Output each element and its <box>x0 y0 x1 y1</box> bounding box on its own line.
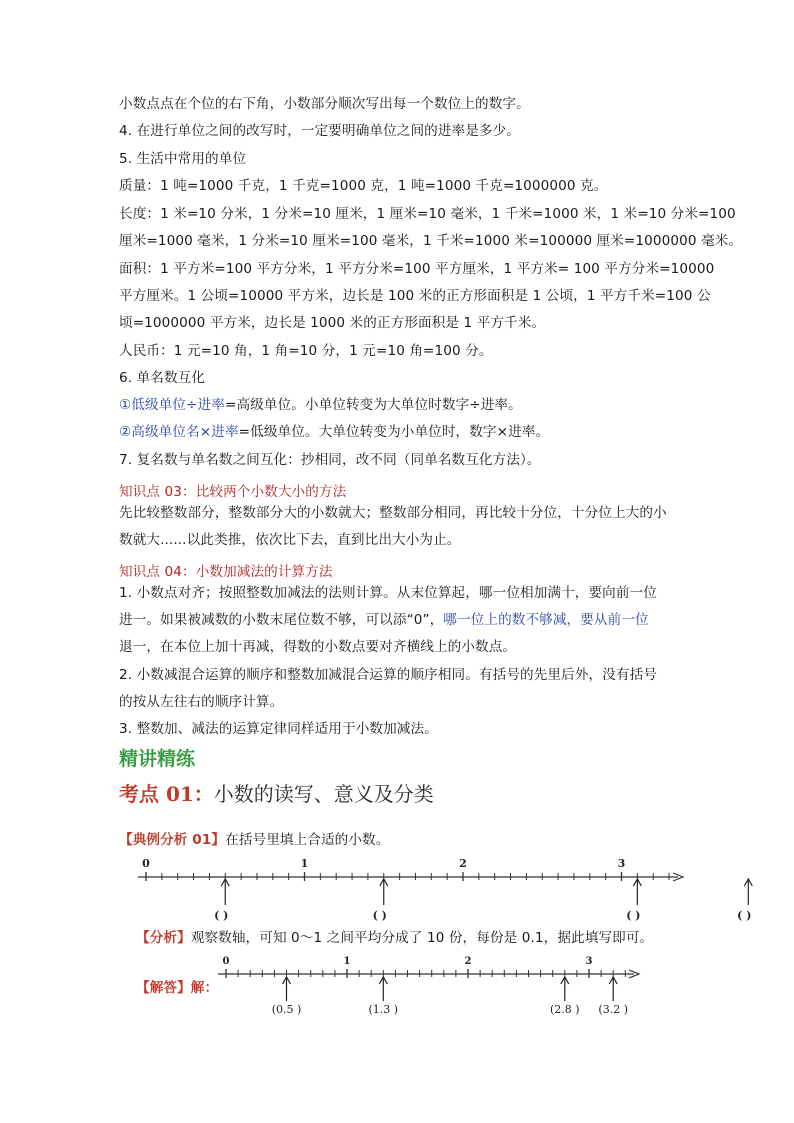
text-span: 进一。如果被减数的小数末尾位数不够，可以添“0”， <box>119 612 444 628</box>
highlight-text: ①低级单位÷进率 <box>119 397 225 413</box>
answer-value: (1.3 ) <box>368 1003 399 1016</box>
text-line: 先比较整数部分，整数部分大的小数就大；整数部分相同，再比较十分位，十分位上大的小 <box>119 505 667 521</box>
tick-label: 0 <box>222 956 230 967</box>
text-line: 厘米=1000 毫米，1 分米=10 厘米=100 毫米，1 千米=1000 米=100000 厘米=1000000 毫米。 <box>119 233 743 249</box>
answer-value: (2.8 ) <box>550 1003 580 1016</box>
example-line <box>119 830 389 850</box>
number-line-answer <box>214 952 654 1024</box>
exam-point-text: 小数的读写、意义及分类 <box>213 782 434 806</box>
text-line: 平方厘米。1 公顷=10000 平方米，边长是 100 米的正方形面积是 1 公顷，1 平方千米=100 公 <box>119 288 711 304</box>
text-line: 人民币：1 元=10 角，1 角=10 分，1 元=10 角=100 分。 <box>119 343 493 359</box>
number-line-question <box>130 852 752 924</box>
text-line: 1. 小数点对齐；按照整数加减法的法则计算。从末位算起，哪一位相加满十，要向前一位 <box>119 585 657 601</box>
tick-label: 1 <box>343 956 351 967</box>
text-line: 退一，在本位上加十再减，得数的小数点要对齐横线上的小数点。 <box>119 639 517 655</box>
highlight-text: 哪一位上的数不够减，要从前一位 <box>443 612 649 628</box>
tick-label: 3 <box>585 956 593 967</box>
text-line: 小数点点在个位的右下角，小数部分顺次写出每一个数位上的数字。 <box>119 96 530 112</box>
text-line: 面积：1 平方米=100 平方分米，1 平方分米=100 平方厘米，1 平方米= 100 平方分米=10000 <box>119 261 715 277</box>
text-line: 2. 小数减混合运算的顺序和整数加减混合运算的顺序相同。有括号的先里后外，没有括号 <box>119 667 657 683</box>
example-label: 【典例分析 01】 <box>119 832 226 848</box>
text-span: =高级单位。小单位转变为大单位时数字÷进率。 <box>224 397 522 413</box>
answer-value: (0.5 ) <box>271 1003 302 1016</box>
text-line: 3. 整数加、减法的运算定律同样适用于小数加减法。 <box>119 721 438 737</box>
text-line: 长度：1 米=10 分米，1 分米=10 厘米，1 厘米=10 毫米，1 千米=1000 米，1 米=10 分米=100 <box>119 206 736 222</box>
answer-blank: ( ) <box>737 909 752 922</box>
example-text: 在括号里填上合适的小数。 <box>225 832 390 848</box>
answer-blank: ( ) <box>214 909 229 922</box>
answer-value: (3.2 ) <box>598 1003 628 1016</box>
tick-label: 2 <box>459 857 467 870</box>
text-line: 数就大......以此类推，依次比下去，直到比出大小为止。 <box>119 532 461 548</box>
text-line <box>119 395 522 415</box>
text-line: 的按从左往右的顺序计算。 <box>119 694 284 710</box>
tick-label: 1 <box>300 857 309 870</box>
knowledge-point-heading: 知识点 04：小数加减法的计算方法 <box>119 564 333 580</box>
analysis-label: 【分析】 <box>136 930 191 946</box>
text-line: 7. 复名数与单名数之间互化：抄相同，改不同（同单名数互化方法）。 <box>119 452 541 468</box>
text-line: 6. 单名数互化 <box>119 370 206 386</box>
tick-label: 3 <box>617 857 626 870</box>
highlight-text: ②高级单位名×进率 <box>119 424 239 440</box>
text-line: 质量：1 吨=1000 千克，1 千克=1000 克，1 吨=1000 千克=1000000 克。 <box>119 178 608 194</box>
tick-label: 2 <box>464 956 472 967</box>
answer-blank: ( ) <box>372 909 387 922</box>
answer-label: 【解答】解： <box>136 980 219 996</box>
text-line <box>119 422 549 442</box>
text-line <box>119 610 649 630</box>
text-line: 5. 生活中常用的单位 <box>119 151 247 167</box>
analysis-line <box>136 928 653 948</box>
text-span: =低级单位。大单位转变为小单位时，数字×进率。 <box>238 424 550 440</box>
knowledge-point-heading: 知识点 03：比较两个小数大小的方法 <box>119 484 347 500</box>
text-line: 顷=1000000 平方米，边长是 1000 米的正方形面积是 1 平方千米。 <box>119 315 546 331</box>
analysis-text: 观察数轴，可知 0～1 之间平均分成了 10 份，每份是 0.1，据此填写即可。 <box>190 930 654 946</box>
section-title: 精讲精练 <box>119 748 196 770</box>
exam-point-title <box>119 778 434 807</box>
text-line: 4. 在进行单位之间的改写时，一定要明确单位之间的进率是多少。 <box>119 123 521 139</box>
answer-blank: ( ) <box>626 909 641 922</box>
exam-point-number: 考点 01： <box>119 782 214 806</box>
answer-line <box>136 978 218 998</box>
tick-label: 0 <box>142 857 150 870</box>
